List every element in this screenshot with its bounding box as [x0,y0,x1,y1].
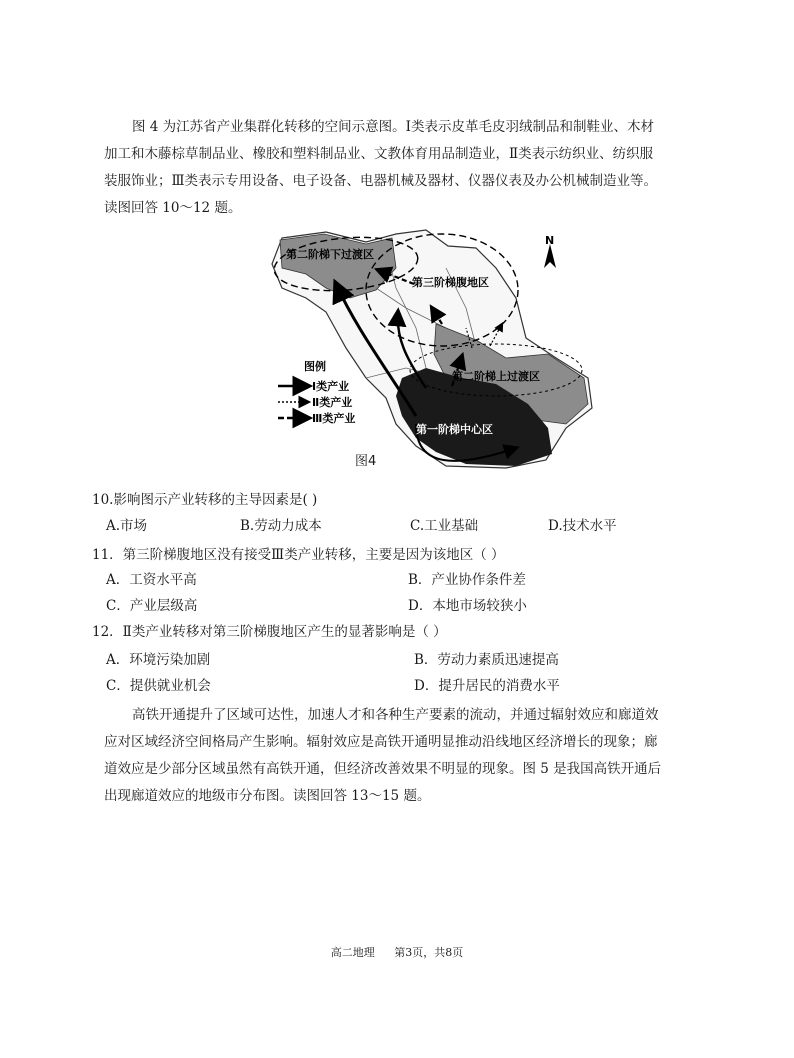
question-11-option-c: C．产业层级高 [106,598,198,614]
footer-page-number: 第3页，共8页 [394,946,464,959]
question-11-stem: 11．第三阶梯腹地区没有接受Ⅲ类产业转移，主要是因为该地区（ ） [92,547,505,563]
question-12-stem: 12．Ⅱ类产业转移对第三阶梯腹地区产生的显著影响是（ ） [92,624,447,640]
page-footer [0,944,794,960]
question-11-option-d: D．本地市场较狭小 [408,598,527,614]
legend-title: 图例 [304,360,326,373]
question-11-option-b: B．产业协作条件差 [408,572,526,588]
question-10-option-d: D.技术水平 [548,518,617,534]
north-arrow-icon [544,244,556,268]
label-tier2-upper: 第二阶梯上过渡区 [452,370,540,383]
question-10-option-b: B.劳动力成本 [240,518,322,534]
jiangsu-map [266,228,596,470]
legend-type3: Ⅲ类产业 [312,412,356,425]
intro-line-2: 加工和木藤棕草制品业、橡胶和塑料制品业、文教体育用品制造业，Ⅱ类表示纺织业、纺织服 [104,146,654,162]
rail-line-3: 道效应是少部分区域虽然有高铁开通，但经济改善效果不明显的现象。图 5 是我国高铁开通后 [104,761,662,777]
question-10-option-c: C.工业基础 [410,518,479,534]
question-10-option-a: A.市场 [106,518,148,534]
map-legend [278,359,355,425]
figure-4-caption: 图4 [355,454,377,469]
legend-type2: Ⅱ类产业 [312,396,353,409]
north-label: N [545,234,555,247]
question-11-option-a: A．工资水平高 [106,572,197,588]
legend-type1: Ⅰ类产业 [312,380,350,393]
label-tier1-core: 第一阶梯中心区 [416,423,493,436]
label-tier2-lower: 第二阶梯下过渡区 [286,248,374,261]
question-12-option-c: C．提供就业机会 [106,678,211,694]
intro-line-1: 图 4 为江苏省产业集群化转移的空间示意图。Ⅰ类表示皮革毛皮羽绒制品和制鞋业、木材 [132,119,655,135]
rail-line-4: 出现廊道效应的地级市分布图。读图回答 13～15 题。 [104,788,431,804]
rail-line-2: 应对区域经济空间格局产生影响。辐射效应是高铁开通明显推动沿线地区经济增长的现象；廊 [104,734,658,750]
figure-4-map [266,228,596,470]
question-12-option-b: B．劳动力素质迅速提高 [414,652,559,668]
intro-line-4: 读图回答 10～12 题。 [104,200,242,216]
question-10-stem: 10.影响图示产业转移的主导因素是( ) [92,492,318,508]
footer-subject: 高二地理 [330,946,375,959]
rail-line-1: 高铁开通提升了区域可达性，加速人才和各种生产要素的流动，并通过辐射效应和廊道效 [132,707,659,723]
intro-line-3: 装服饰业；Ⅲ类表示专用设备、电子设备、电器机械及器材、仪器仪表及办公机械制造业等。 [104,173,658,189]
label-tier3-hinterland: 第三阶梯腹地区 [412,276,489,289]
question-12-option-d: D．提升居民的消费水平 [414,678,560,694]
question-12-option-a: A．环境污染加剧 [106,652,211,668]
